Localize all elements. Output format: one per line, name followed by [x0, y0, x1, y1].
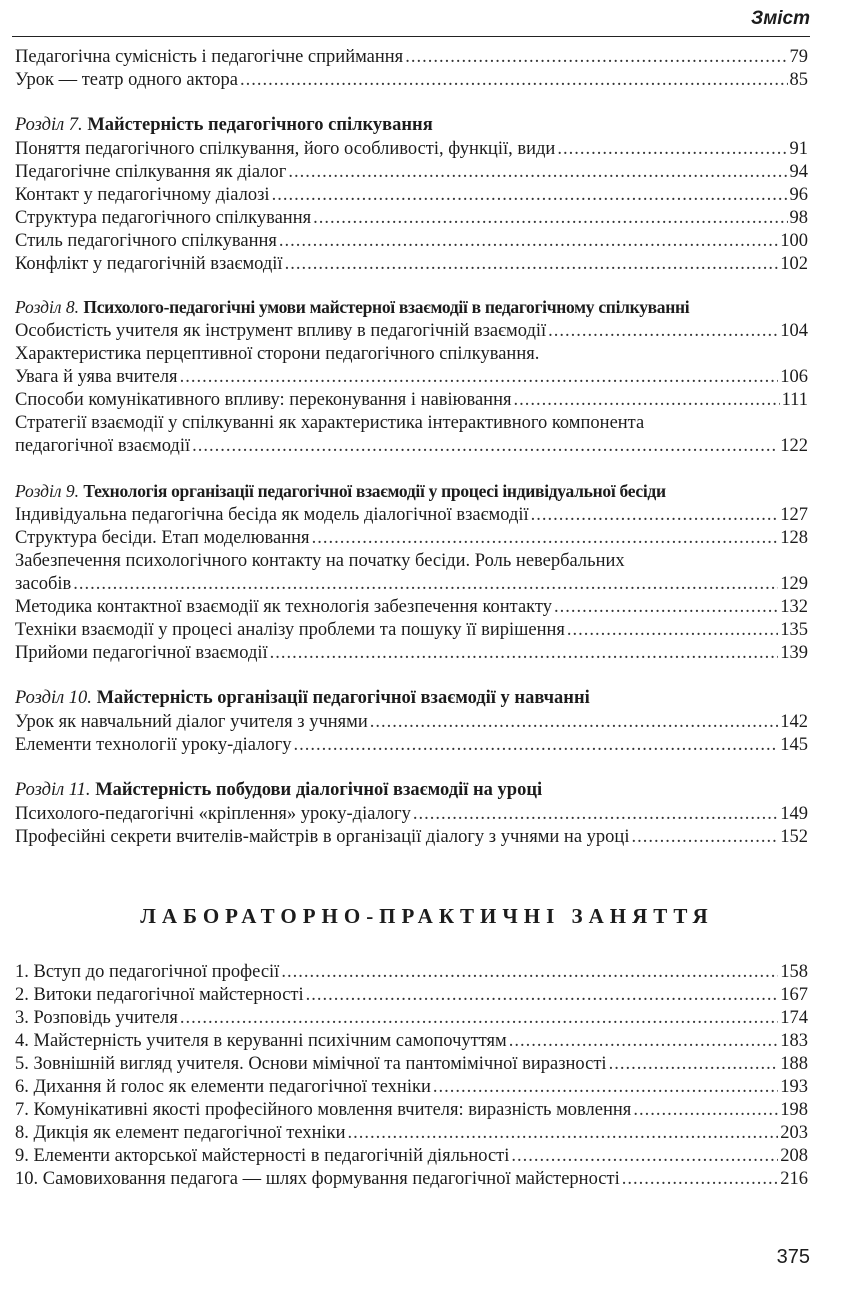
toc-entry-title: Психолого-педагогічні «кріплення» уроку-діалогу [15, 804, 411, 824]
toc-entry-title: 1. Вступ до педагогічної професії [15, 962, 280, 982]
toc-entry-page: 132 [780, 597, 808, 617]
toc-entry-page: 94 [789, 162, 808, 182]
toc-entry [15, 803, 808, 826]
toc-entry [15, 961, 808, 984]
toc-entry-page: 100 [780, 231, 808, 251]
toc-entry-title: Педагогічна сумісність і педагогічне сприймання [15, 47, 404, 67]
toc-entry-title: Особистість учителя як інструмент впливу в педагогічній взаємодії [15, 321, 547, 341]
toc-entry-page: 183 [780, 1031, 808, 1051]
toc-entry-page: 167 [780, 985, 808, 1005]
leader-dots [180, 1007, 778, 1030]
toc-entry-title: Урок як навчальний діалог учителя з учнями [15, 712, 368, 732]
toc-entry-title: Способи комунікативного впливу: переконування і навіювання [15, 390, 512, 410]
toc-entry [15, 1030, 808, 1053]
toc-entry [15, 1007, 808, 1030]
toc-entry-title: Техніки взаємодії у процесі аналізу проблеми та пошуку її вирішення [15, 620, 565, 640]
toc-entry [15, 253, 808, 276]
leader-dots [557, 138, 787, 161]
toc-entry [15, 389, 808, 412]
chapter-title: Майстерність організації педагогічної взаємодії у навчанні [96, 688, 590, 708]
toc-entry [15, 984, 808, 1007]
toc-entry-title: 4. Майстерність учителя в керуванні психічним самопочуттям [15, 1031, 507, 1051]
leader-dots [192, 435, 778, 458]
toc-entry-line: Забезпечення психологічного контакту на початку бесіди. Роль невербальних [15, 551, 625, 571]
toc-entry [15, 619, 808, 642]
labs-list [15, 961, 808, 1191]
leader-dots [609, 1053, 779, 1076]
toc-entry [15, 138, 808, 161]
toc-entry-page: 208 [780, 1146, 808, 1166]
toc-entry-page: 203 [780, 1123, 808, 1143]
toc-entry-page: 188 [780, 1054, 808, 1074]
leader-dots [405, 46, 787, 69]
toc-entry-page: 98 [789, 208, 808, 228]
toc-entry [15, 366, 808, 389]
toc-entry [15, 1053, 808, 1076]
toc-entry-page: 85 [789, 70, 808, 90]
toc-entry-page: 145 [780, 735, 808, 755]
toc-entry-title: 6. Дихання й голос як елементи педагогічної техніки [15, 1077, 431, 1097]
toc-entry-page: 79 [789, 47, 808, 67]
toc-entry [15, 1122, 808, 1145]
toc-entry-title: 7. Комунікативні якості професійного мовлення вчителя: виразність мовлення [15, 1100, 632, 1120]
toc-entry-page: 158 [780, 962, 808, 982]
toc-entry-page: 193 [780, 1077, 808, 1097]
page-number: 375 [776, 1246, 810, 1268]
toc-entry-page: 104 [780, 321, 808, 341]
header-title: Зміст [750, 8, 810, 29]
toc-entry [15, 504, 808, 527]
toc-entry-page: 198 [780, 1100, 808, 1120]
chapter-heading-11 [15, 777, 808, 803]
toc-entry-page: 128 [780, 528, 808, 548]
leader-dots [433, 1076, 778, 1099]
leader-dots [531, 504, 779, 527]
toc-entry-title: Структура бесіди. Етап моделювання [15, 528, 310, 548]
running-header [12, 6, 810, 37]
toc-entry-page: 106 [780, 367, 808, 387]
toc-entry-page: 102 [780, 254, 808, 274]
leader-dots [73, 573, 778, 596]
toc-entry-line: Стратегії взаємодії у спілкуванні як характеристика інтерактивного компонента [15, 413, 645, 433]
leader-dots [288, 161, 787, 184]
chapter-title: Технологія організації педагогічної взаємодії у процесі індивідуальної бесіди [83, 481, 666, 501]
toc-entry-page: 216 [780, 1169, 808, 1189]
toc-entry-page: 149 [780, 804, 808, 824]
leader-dots [270, 642, 779, 665]
leader-dots [567, 619, 778, 642]
toc-entry-title: Поняття педагогічного спілкування, його особливості, функції, види [15, 139, 556, 159]
leader-dots [348, 1122, 779, 1145]
leader-dots [285, 253, 779, 276]
toc-entry-title: Прийоми педагогічної взаємодії [15, 643, 268, 663]
section-heading: ЛАБОРАТОРНО-ПРАКТИЧНІ ЗАНЯТТЯ [140, 904, 714, 928]
leader-dots [312, 527, 779, 550]
toc-entry [15, 161, 808, 184]
chapter-heading-7 [15, 112, 808, 138]
toc-entry [15, 1099, 808, 1122]
chapter-heading-9 [15, 478, 808, 504]
toc-entry [15, 527, 808, 550]
chapter-heading-10 [15, 685, 808, 711]
toc-entry [15, 596, 808, 619]
toc-entry-line: Характеристика перцептивної сторони педагогічного спілкування. [15, 344, 540, 364]
toc-entry-title: 8. Дикція як елемент педагогічної техніки [15, 1123, 346, 1143]
chapter-label: Розділ 10. [15, 688, 92, 708]
leader-dots [294, 734, 779, 757]
toc-entry-title: 5. Зовнішній вигляд учителя. Основи мімічної та пантомімічної виразності [15, 1054, 607, 1074]
toc-entry-page: 152 [780, 827, 808, 847]
leader-dots [514, 389, 780, 412]
toc-entry-title: Увага й уява вчителя [15, 367, 178, 387]
leader-dots [313, 207, 787, 230]
leader-dots [413, 803, 778, 826]
toc-entry-title: Контакт у педагогічному діалозі [15, 185, 270, 205]
leader-dots [509, 1030, 778, 1053]
chapter-label: Розділ 7. [15, 115, 83, 135]
toc-entry-page: 91 [789, 139, 808, 159]
toc-entry-page: 139 [780, 643, 808, 663]
toc-entry-page: 111 [781, 390, 808, 410]
chapter-heading-8 [15, 294, 808, 320]
toc-entry [15, 826, 808, 849]
leader-dots [279, 230, 778, 253]
toc-entry [15, 46, 808, 69]
leader-dots [306, 984, 779, 1007]
leader-dots [622, 1168, 779, 1191]
toc-entry-title: Індивідуальна педагогічна бесіда як модель діалогічної взаємодії [15, 505, 529, 525]
toc-entry-title: Урок — театр одного актора [15, 70, 238, 90]
toc-entry-title: 2. Витоки педагогічної майстерності [15, 985, 304, 1005]
toc-entry-title: Структура педагогічного спілкування [15, 208, 312, 228]
toc-entry [15, 184, 808, 207]
leader-dots [511, 1145, 778, 1168]
toc-entry-page: 122 [780, 436, 808, 456]
chapter-label: Розділ 8. [15, 297, 80, 317]
toc-entry-page: 174 [780, 1008, 808, 1028]
toc-entry-title: Стиль педагогічного спілкування [15, 231, 277, 251]
toc-entry-title: Конфлікт у педагогічній взаємодії [15, 254, 283, 274]
toc-entry [15, 207, 808, 230]
toc-entry-page: 127 [780, 505, 808, 525]
toc-entry-page: 96 [789, 185, 808, 205]
toc-entry-title: педагогічної взаємодії [15, 436, 191, 456]
leader-dots [240, 69, 788, 92]
leader-dots [633, 1099, 778, 1122]
toc-entry [15, 642, 808, 665]
chapter-label: Розділ 11. [15, 780, 91, 800]
toc-entry [15, 435, 808, 458]
toc-entry-title: Професійні секрети вчителів-майстрів в організації діалогу з учнями на уроці [15, 827, 630, 847]
chapter-label: Розділ 9. [15, 481, 80, 501]
toc-entry [15, 230, 808, 253]
leader-dots [370, 711, 778, 734]
toc-entry-title: Методика контактної взаємодії як технологія забезпечення контакту [15, 597, 552, 617]
leader-dots [631, 826, 778, 849]
chapter-title: Майстерність педагогічного спілкування [87, 115, 433, 135]
toc-entry-title: 9. Елементи акторської майстерності в педагогічній діяльності [15, 1146, 510, 1166]
toc-entry-page: 142 [780, 712, 808, 732]
leader-dots [281, 961, 778, 984]
toc-entry [15, 573, 808, 596]
toc-entry [15, 711, 808, 734]
toc-entry [15, 734, 808, 757]
toc-entry-title: Елементи технології уроку-діалогу [15, 735, 292, 755]
toc-entry-title: засобів [15, 574, 72, 594]
toc-entry [15, 69, 808, 92]
toc-entry-title: 10. Самовиховання педагога — шлях формування педагогічної майстерності [15, 1169, 620, 1189]
leader-dots [272, 184, 788, 207]
toc-entry-title: 3. Розповідь учителя [15, 1008, 178, 1028]
toc-entry-title: Педагогічне спілкування як діалог [15, 162, 287, 182]
toc-entry [15, 1145, 808, 1168]
leader-dots [554, 596, 778, 619]
chapter-title: Майстерність побудови діалогічної взаємодії на уроці [95, 780, 543, 800]
toc-entry-page: 129 [780, 574, 808, 594]
leader-dots [548, 320, 778, 343]
toc-entry [15, 320, 808, 343]
leader-dots [180, 366, 779, 389]
toc-entry-page: 135 [780, 620, 808, 640]
toc-entry [15, 1076, 808, 1099]
toc-list [15, 46, 808, 849]
chapter-title: Психолого-педагогічні умови майстерної взаємодії в педагогічному спілкуванні [83, 297, 690, 317]
toc-entry [15, 1168, 808, 1191]
